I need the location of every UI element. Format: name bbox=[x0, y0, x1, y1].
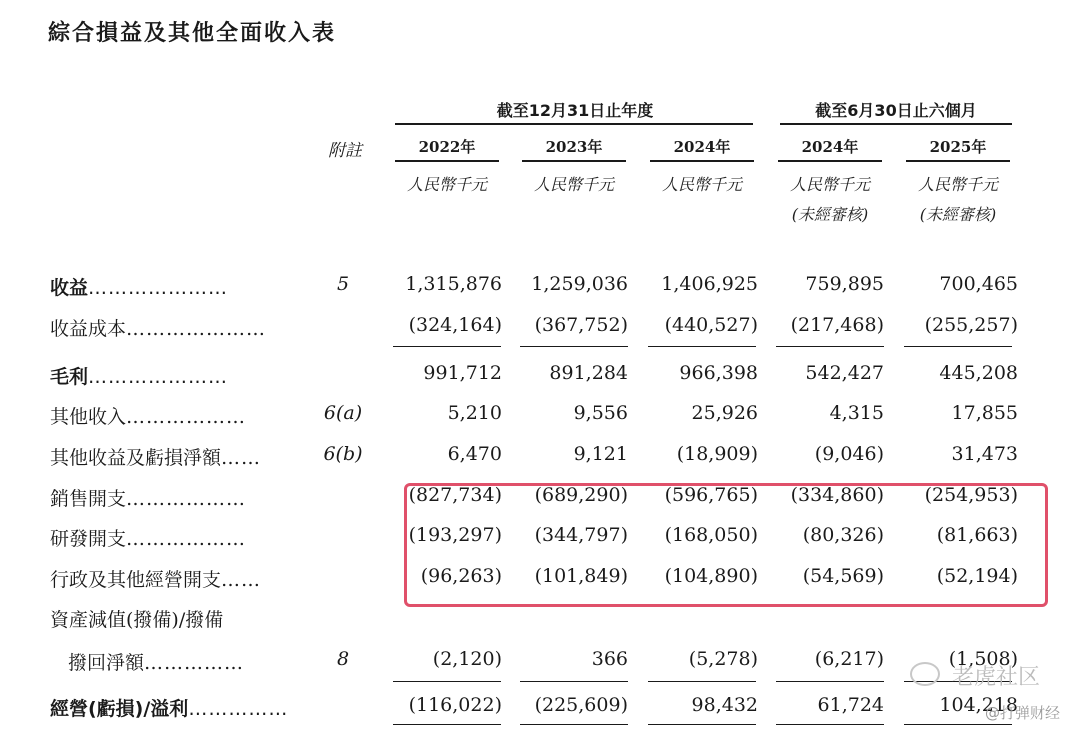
column-year-rule bbox=[906, 160, 1010, 162]
row-value: 31,473 bbox=[951, 443, 1018, 465]
watermark-text: 老虎社区 bbox=[952, 665, 1041, 690]
row-value: 4,315 bbox=[829, 402, 884, 424]
row-label bbox=[50, 443, 261, 470]
row-label bbox=[68, 648, 244, 675]
row-label-dots: …………… bbox=[188, 698, 289, 720]
row-value: (52,194) bbox=[936, 565, 1018, 587]
row-label-text: 毛利 bbox=[50, 366, 89, 388]
row-value: 9,121 bbox=[573, 443, 628, 465]
row-value: (440,527) bbox=[664, 314, 758, 336]
column-unit: 人民幣千元 bbox=[406, 175, 487, 194]
row-value: (367,752) bbox=[534, 314, 628, 336]
row-value: 6,470 bbox=[447, 443, 502, 465]
row-label-dots: ………………… bbox=[88, 277, 229, 299]
column-unit: 人民幣千元 bbox=[661, 175, 742, 194]
row-label-text: 其他收入 bbox=[50, 406, 127, 428]
row-value: 17,855 bbox=[951, 402, 1018, 424]
row-label bbox=[50, 314, 266, 341]
column-year-rule bbox=[522, 160, 626, 162]
row-label bbox=[50, 605, 223, 632]
subtotal-rule bbox=[648, 681, 756, 682]
row-label-text: 收益 bbox=[50, 277, 89, 299]
row-value: (193,297) bbox=[408, 524, 502, 546]
column-year-rule bbox=[778, 160, 882, 162]
row-label bbox=[50, 565, 261, 592]
row-value: (1,508) bbox=[948, 648, 1018, 670]
row-value: 1,315,876 bbox=[405, 273, 502, 295]
watermark-subtext: @打弹财经 bbox=[985, 704, 1061, 722]
column-year-rule bbox=[395, 160, 499, 162]
row-value: 1,406,925 bbox=[661, 273, 758, 295]
row-value: (217,468) bbox=[790, 314, 884, 336]
row-value: (689,290) bbox=[534, 484, 628, 506]
column-unit: 人民幣千元 bbox=[917, 175, 998, 194]
column-year-3: 2024年 bbox=[673, 138, 731, 156]
row-label bbox=[50, 484, 246, 511]
row-value: (9,046) bbox=[814, 443, 884, 465]
column-unaudited: (未經審核) bbox=[791, 205, 869, 224]
row-value: 542,427 bbox=[805, 362, 884, 384]
column-year-rule bbox=[650, 160, 754, 162]
row-value: (168,050) bbox=[664, 524, 758, 546]
row-label-dots: ……………… bbox=[126, 406, 247, 428]
row-label bbox=[50, 524, 246, 551]
row-note: 6(b) bbox=[323, 443, 363, 465]
column-year-5: 2025年 bbox=[929, 138, 987, 156]
row-value: 966,398 bbox=[679, 362, 758, 384]
column-unit: 人民幣千元 bbox=[789, 175, 870, 194]
subtotal-rule bbox=[393, 724, 501, 725]
row-value: (81,663) bbox=[936, 524, 1018, 546]
row-value: 104,218 bbox=[939, 694, 1018, 716]
row-value: (2,120) bbox=[432, 648, 502, 670]
row-value: (18,909) bbox=[676, 443, 758, 465]
row-value: 759,895 bbox=[805, 273, 884, 295]
subtotal-rule bbox=[520, 346, 628, 347]
row-label-dots: …………… bbox=[144, 652, 245, 674]
row-label-dots: …… bbox=[221, 569, 262, 591]
subtotal-rule bbox=[393, 681, 501, 682]
row-label bbox=[50, 402, 246, 429]
row-value: 9,556 bbox=[573, 402, 628, 424]
row-label-text: 撥回淨額 bbox=[68, 652, 145, 674]
row-value: (5,278) bbox=[688, 648, 758, 670]
row-value: (596,765) bbox=[664, 484, 758, 506]
row-value: 445,208 bbox=[939, 362, 1018, 384]
row-label-text: 銷售開支 bbox=[50, 488, 127, 510]
row-value: 61,724 bbox=[817, 694, 884, 716]
row-value: 891,284 bbox=[549, 362, 628, 384]
header-group-interim-rule bbox=[780, 123, 1012, 125]
subtotal-rule bbox=[520, 681, 628, 682]
subtotal-rule bbox=[776, 346, 884, 347]
row-note: 8 bbox=[336, 648, 350, 670]
row-label-text: 收益成本 bbox=[50, 318, 127, 340]
row-value: (255,257) bbox=[924, 314, 1018, 336]
subtotal-rule bbox=[904, 724, 1012, 725]
subtotal-rule bbox=[648, 346, 756, 347]
row-note: 6(a) bbox=[323, 402, 363, 424]
header-group-annual: 截至12月31日止年度 bbox=[496, 101, 654, 120]
row-value: 366 bbox=[591, 648, 628, 670]
row-label bbox=[50, 362, 228, 389]
highlight-box bbox=[404, 483, 1048, 607]
row-note: 5 bbox=[336, 273, 350, 295]
subtotal-rule bbox=[776, 724, 884, 725]
row-value: (80,326) bbox=[802, 524, 884, 546]
row-label bbox=[50, 273, 228, 300]
header-group-annual-rule bbox=[395, 123, 753, 125]
subtotal-rule bbox=[776, 681, 884, 682]
row-value: (344,797) bbox=[534, 524, 628, 546]
column-year-1: 2022年 bbox=[418, 138, 476, 156]
row-value: (54,569) bbox=[802, 565, 884, 587]
column-unaudited: (未經審核) bbox=[919, 205, 997, 224]
row-value: (827,734) bbox=[408, 484, 502, 506]
header-group-interim: 截至6月30日止六個月 bbox=[815, 101, 977, 120]
row-label-dots: ……………… bbox=[126, 488, 247, 510]
row-label-dots: …… bbox=[221, 447, 262, 469]
row-value: 991,712 bbox=[423, 362, 502, 384]
row-value: (334,860) bbox=[790, 484, 884, 506]
row-value: (6,217) bbox=[814, 648, 884, 670]
row-value: (96,263) bbox=[420, 565, 502, 587]
row-value: 25,926 bbox=[691, 402, 758, 424]
subtotal-rule bbox=[648, 724, 756, 725]
row-value: (116,022) bbox=[408, 694, 502, 716]
column-year-4: 2024年 bbox=[801, 138, 859, 156]
row-label-dots: ………………… bbox=[126, 318, 267, 340]
row-value: 5,210 bbox=[447, 402, 502, 424]
row-value: 98,432 bbox=[691, 694, 758, 716]
subtotal-rule bbox=[393, 346, 501, 347]
subtotal-rule bbox=[520, 724, 628, 725]
row-value: 700,465 bbox=[939, 273, 1018, 295]
watermark-logo-icon bbox=[910, 662, 940, 686]
row-value: (254,953) bbox=[924, 484, 1018, 506]
column-unit: 人民幣千元 bbox=[533, 175, 614, 194]
row-label bbox=[50, 694, 288, 721]
row-value: (104,890) bbox=[664, 565, 758, 587]
note-column-header: 附註 bbox=[328, 141, 362, 161]
page-title: 綜合損益及其他全面收入表 bbox=[48, 21, 337, 46]
column-year-2: 2023年 bbox=[545, 138, 603, 156]
row-value: 1,259,036 bbox=[531, 273, 628, 295]
row-label-text: 經營(虧損)/溢利 bbox=[50, 698, 189, 720]
row-value: (324,164) bbox=[408, 314, 502, 336]
row-label-text: 其他收益及虧損淨額 bbox=[50, 447, 222, 469]
row-label-dots: ……………… bbox=[126, 528, 247, 550]
row-value: (101,849) bbox=[534, 565, 628, 587]
subtotal-rule bbox=[904, 346, 1012, 347]
row-label-text: 行政及其他經營開支 bbox=[50, 569, 222, 591]
row-label-dots: ………………… bbox=[88, 366, 229, 388]
row-label-text: 資產減值(撥備)/撥備 bbox=[50, 609, 224, 631]
row-value: (225,609) bbox=[534, 694, 628, 716]
row-label-text: 研發開支 bbox=[50, 528, 127, 550]
